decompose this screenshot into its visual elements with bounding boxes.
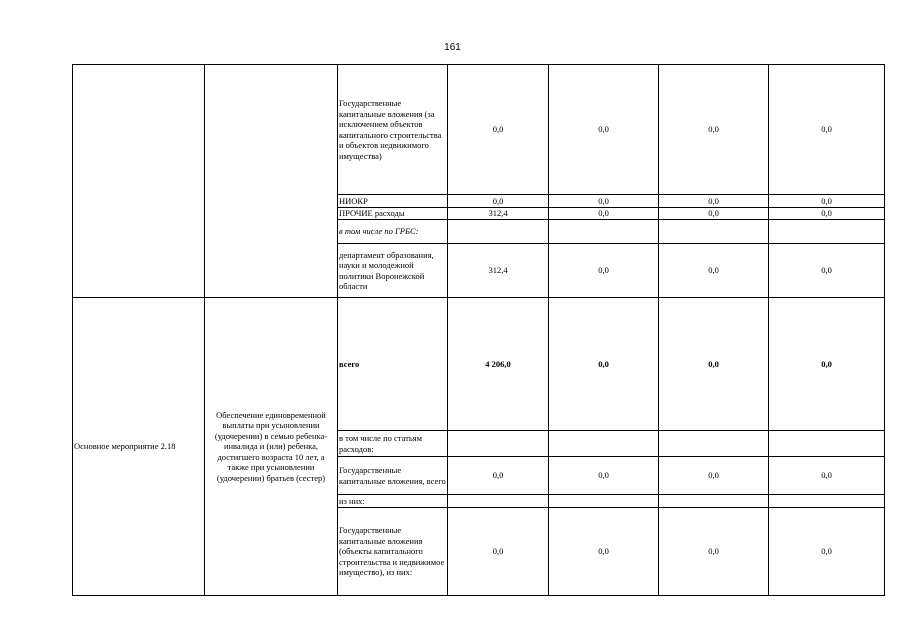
row-label: в том числе по статьям расходов:: [338, 431, 448, 457]
value-cell: [448, 431, 549, 457]
row-label: департамент образования, науки и молодежной политики Воронежской области: [338, 244, 448, 298]
table-row: [73, 65, 885, 195]
row-label: ПРОЧИЕ расходы: [338, 208, 448, 220]
value-cell: 0,0: [549, 457, 659, 495]
value-cell: 0,0: [549, 195, 659, 208]
value-cell: 0,0: [659, 244, 769, 298]
value-cell: [549, 220, 659, 244]
value-cell: [659, 431, 769, 457]
value-cell: [769, 495, 885, 508]
value-cell: 0,0: [448, 457, 549, 495]
page-number: 161: [444, 42, 461, 53]
continued-name-cell: [205, 65, 338, 298]
value-cell: [448, 220, 549, 244]
value-cell: 0,0: [659, 65, 769, 195]
value-cell: 0,0: [549, 208, 659, 220]
continued-code-cell: [73, 65, 205, 298]
value-cell: [448, 495, 549, 508]
event-code: Основное мероприятие 2.18: [73, 298, 205, 596]
value-cell: 0,0: [769, 508, 885, 596]
budget-table: [72, 64, 885, 596]
value-cell: [769, 431, 885, 457]
row-label: всего: [338, 298, 448, 431]
value-cell: 0,0: [659, 195, 769, 208]
value-cell: 0,0: [659, 298, 769, 431]
value-cell: [659, 495, 769, 508]
value-cell: 0,0: [549, 298, 659, 431]
value-cell: 0,0: [549, 244, 659, 298]
value-cell: 0,0: [769, 195, 885, 208]
row-label: из них:: [338, 495, 448, 508]
value-cell: 0,0: [769, 457, 885, 495]
value-cell: [549, 431, 659, 457]
value-cell: 0,0: [659, 457, 769, 495]
value-cell: 0,0: [659, 508, 769, 596]
table-row: [73, 298, 885, 431]
value-cell: 312,4: [448, 208, 549, 220]
row-label: НИОКР: [338, 195, 448, 208]
value-cell: 0,0: [448, 195, 549, 208]
value-cell: [769, 220, 885, 244]
value-cell: 0,0: [448, 65, 549, 195]
row-label: Государственные капитальные вложения, всего: [338, 457, 448, 495]
value-cell: [549, 495, 659, 508]
value-cell: 0,0: [549, 65, 659, 195]
row-label: Государственные капитальные вложения (за исключением объектов капитального строительства и объектов недвижимого имущества): [338, 65, 448, 195]
event-name: Обеспечение единовременной выплаты при усыновлении (удочерении) в семью ребенка-инвалида и (или) ребенка, достигшего возраста 10 лет, а также при усыновлении (удочерении) братьев (сестер): [205, 298, 338, 596]
value-cell: 4 206,0: [448, 298, 549, 431]
value-cell: 0,0: [549, 508, 659, 596]
value-cell: 312,4: [448, 244, 549, 298]
value-cell: 0,0: [769, 208, 885, 220]
value-cell: 0,0: [448, 508, 549, 596]
value-cell: [659, 220, 769, 244]
value-cell: 0,0: [769, 65, 885, 195]
row-label: в том числе по ГРБС:: [338, 220, 448, 244]
value-cell: 0,0: [769, 298, 885, 431]
value-cell: 0,0: [769, 244, 885, 298]
value-cell: 0,0: [659, 208, 769, 220]
row-label: Государственные капитальные вложения (объекты капитального строительства и недвижимое имущество), из них:: [338, 508, 448, 596]
